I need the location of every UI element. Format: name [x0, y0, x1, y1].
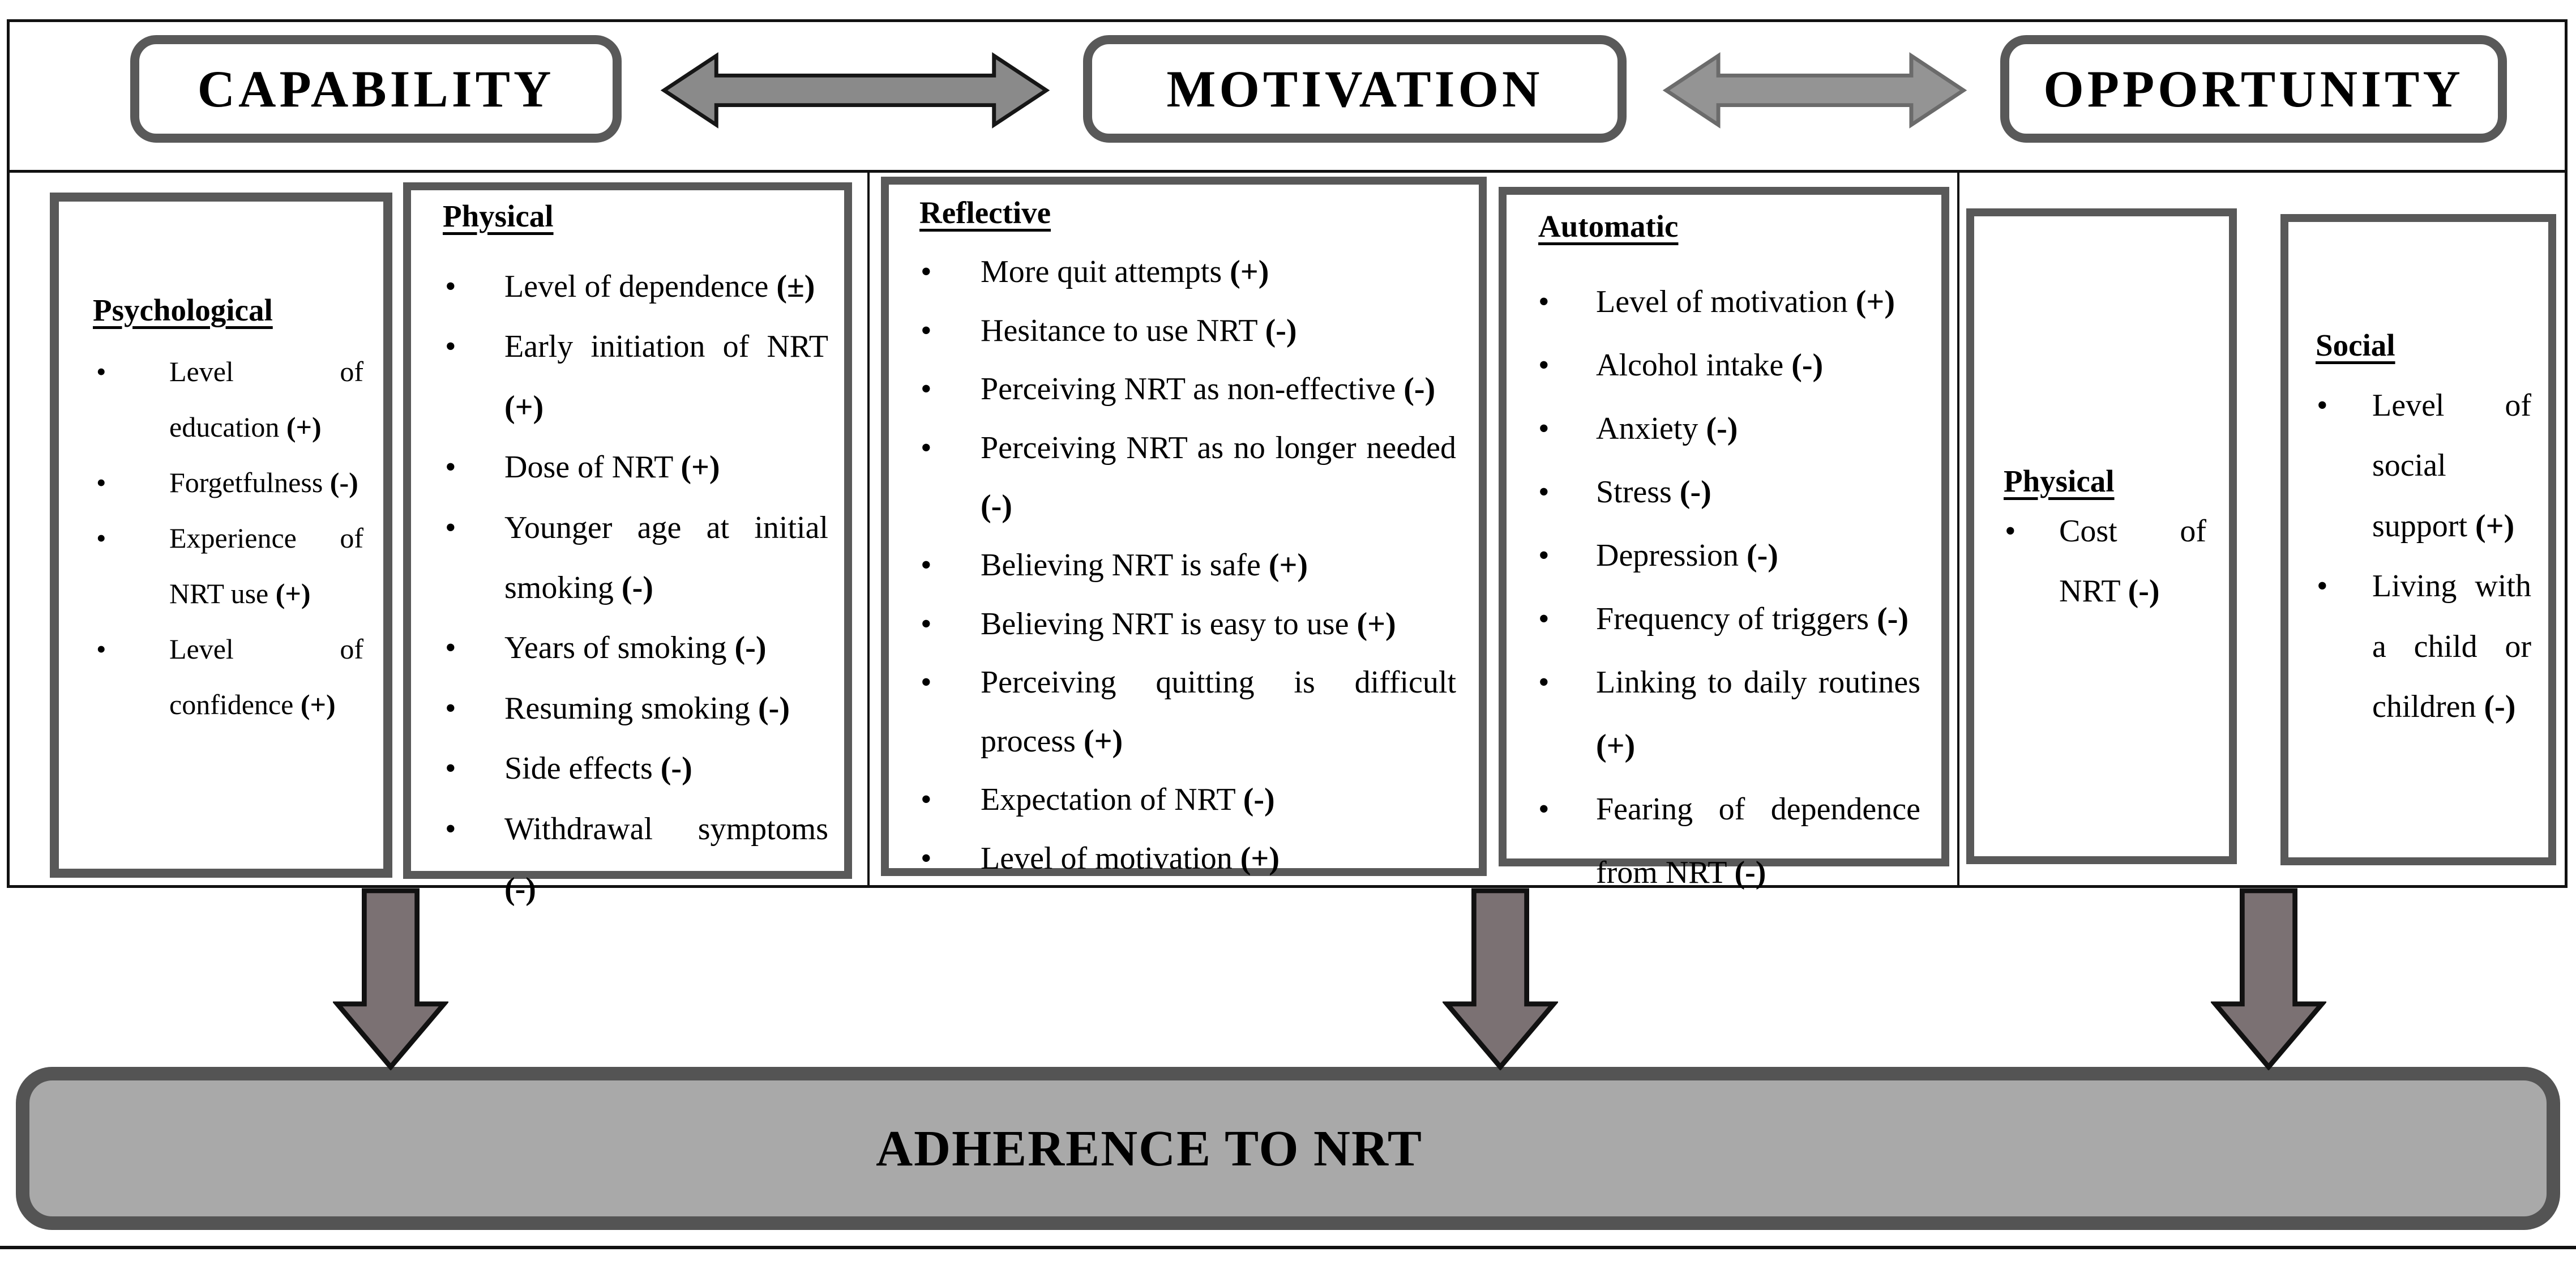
capability-label: CAPABILITY — [197, 60, 555, 118]
automatic-factor-list — [1507, 270, 1941, 904]
factor-sign: (-) — [1734, 855, 1766, 890]
factor-text: Depression — [1596, 538, 1747, 573]
factor-sign: (-) — [1791, 348, 1824, 383]
factor-sign: (+) — [1855, 284, 1895, 319]
opportunity-box — [2000, 35, 2507, 143]
factor-sign: (-) — [734, 630, 767, 666]
factor-sign: (-) — [2484, 689, 2516, 724]
factor-text: Cost of NRT — [2059, 514, 2206, 609]
factor-item — [1507, 460, 1941, 524]
factor-text: Believing NRT is safe — [981, 547, 1269, 583]
motivation-label: MOTIVATION — [1166, 60, 1543, 118]
factor-item — [1507, 270, 1941, 334]
factor-text: Years of smoking — [504, 630, 735, 666]
opportunity-label: OPPORTUNITY — [2043, 60, 2464, 118]
reflective-panel — [881, 177, 1487, 876]
factor-sign: (+) — [286, 411, 322, 443]
factor-text: Believing NRT is easy to use — [981, 606, 1357, 642]
factor-sign: (+) — [1268, 547, 1308, 583]
factor-item — [1507, 651, 1941, 778]
factor-item — [889, 243, 1479, 302]
adherence-label: ADHERENCE TO NRT — [876, 1120, 1423, 1177]
motivation-box — [1083, 35, 1627, 143]
factor-item — [889, 536, 1479, 595]
factor-sign: (+) — [681, 450, 720, 485]
capability-motivation-divider-line — [867, 173, 870, 888]
factor-text: Level of confidence — [169, 633, 363, 720]
social-heading: Social — [2316, 328, 2395, 362]
factor-text: Anxiety — [1596, 411, 1706, 446]
factor-sign: (-) — [504, 871, 536, 907]
factor-item — [889, 419, 1479, 536]
adherence-bar — [16, 1067, 2560, 1230]
factor-text: Younger age at initial smoking — [504, 510, 828, 605]
capability-box — [130, 35, 622, 143]
factor-text: Level of motivation — [981, 840, 1240, 876]
factor-text: Dose of NRT — [504, 450, 681, 485]
factor-sign: (+) — [1083, 723, 1123, 759]
factor-item — [1974, 501, 2229, 622]
factor-sign: (-) — [330, 467, 358, 498]
factor-item — [889, 360, 1479, 419]
factor-item — [411, 618, 844, 678]
factor-text: Hesitance to use NRT — [981, 313, 1265, 348]
factor-item — [411, 678, 844, 738]
physical-capability-panel — [403, 182, 852, 907]
reflective-heading: Reflective — [919, 195, 1051, 230]
factor-sign: (-) — [621, 570, 653, 605]
header-divider-line — [7, 170, 2568, 173]
factor-item — [59, 344, 383, 455]
factor-text: Perceiving NRT as no longer needed — [981, 430, 1456, 465]
factor-item — [889, 653, 1479, 771]
factor-sign: (-) — [1706, 411, 1738, 446]
factor-sign: (+) — [2475, 508, 2515, 544]
psychological-factor-list — [59, 344, 383, 732]
factor-text: Level of motivation — [1596, 284, 1856, 319]
factor-item — [411, 498, 844, 618]
factor-sign: (±) — [776, 269, 815, 304]
down-arrow-icon — [2211, 888, 2326, 1070]
factor-item — [1507, 524, 1941, 587]
automatic-heading: Automatic — [1538, 209, 1679, 244]
factor-text: Forgetfulness — [169, 467, 330, 498]
factor-sign: (+) — [1230, 254, 1269, 289]
factor-item — [411, 738, 844, 798]
physical-capability-heading: Physical — [443, 199, 554, 233]
factor-text: Experience of NRT use — [169, 522, 363, 609]
factor-item — [59, 455, 383, 510]
factor-sign: (-) — [758, 690, 790, 726]
factor-text: Alcohol intake — [1596, 348, 1792, 383]
factor-item — [1507, 397, 1941, 460]
social-factor-list — [2288, 375, 2548, 737]
factor-item — [1507, 334, 1941, 397]
factor-item — [1507, 587, 1941, 651]
factor-sign: (+) — [1357, 606, 1396, 642]
factor-item — [889, 771, 1479, 830]
factor-text: Expectation of NRT — [981, 782, 1243, 818]
factor-item — [2288, 556, 2548, 737]
psychological-panel — [50, 193, 392, 878]
factor-item — [889, 595, 1479, 654]
page-bottom-rule — [0, 1246, 2576, 1249]
factor-sign: (-) — [1877, 601, 1909, 636]
factor-sign: (+) — [1596, 728, 1636, 763]
down-arrow-icon — [1443, 888, 1558, 1070]
factor-text: Side effects — [504, 751, 661, 787]
automatic-panel — [1499, 187, 1949, 890]
factor-text: Stress — [1596, 475, 1680, 510]
motivation-opportunity-divider-line — [1957, 173, 1959, 888]
physical-capability-factor-list — [411, 257, 844, 919]
factor-sign: (-) — [2128, 574, 2160, 609]
reflective-factor-list — [889, 243, 1479, 888]
factor-item — [59, 621, 383, 732]
factor-sign: (+) — [504, 389, 544, 425]
factor-sign: (-) — [1403, 371, 1436, 407]
factor-item — [889, 830, 1479, 888]
factor-sign: (-) — [1679, 475, 1711, 510]
factor-item — [1507, 778, 1941, 904]
factor-sign: (-) — [1746, 538, 1778, 573]
factor-item — [889, 302, 1479, 361]
factor-sign: (+) — [300, 689, 336, 720]
factor-item — [411, 799, 844, 920]
factor-text: Living with a child or children — [2372, 569, 2531, 724]
physical-opportunity-factor-list — [1974, 501, 2229, 622]
down-arrow-icon — [333, 888, 448, 1070]
factor-text: Withdrawal symptoms — [504, 811, 828, 847]
factor-text: More quit attempts — [981, 254, 1230, 289]
factor-text: Level of education — [169, 356, 363, 443]
factor-text: Fearing of dependence from NRT — [1596, 792, 1920, 890]
left-right-arrow-icon — [1661, 46, 1969, 134]
factor-sign: (+) — [275, 578, 311, 609]
factor-text: Frequency of triggers — [1596, 601, 1877, 636]
left-right-arrow-icon — [658, 46, 1052, 134]
factor-sign: (-) — [1243, 782, 1275, 818]
factor-text: Level of dependence — [504, 269, 777, 304]
social-panel — [2280, 214, 2556, 865]
factor-sign: (+) — [1240, 840, 1280, 876]
factor-sign: (-) — [660, 751, 692, 787]
factor-text: Linking to daily routines — [1596, 665, 1920, 700]
factor-item — [411, 257, 844, 317]
factor-text: Resuming smoking — [504, 690, 759, 726]
physical-opportunity-heading: Physical — [2004, 464, 2115, 498]
factor-item — [411, 437, 844, 497]
factor-sign: (-) — [981, 489, 1012, 524]
factor-text: Perceiving NRT as non-effective — [981, 371, 1404, 407]
factor-item — [411, 317, 844, 437]
factor-sign: (-) — [1265, 313, 1297, 348]
factor-text: Level of social support — [2372, 388, 2531, 544]
factor-text: Perceiving quitting is difficult process — [981, 665, 1456, 759]
factor-text: Early initiation of NRT — [504, 329, 828, 365]
factor-item — [2288, 375, 2548, 556]
physical-opportunity-panel — [1966, 208, 2237, 864]
factor-item — [59, 510, 383, 621]
psychological-heading: Psychological — [93, 293, 273, 327]
